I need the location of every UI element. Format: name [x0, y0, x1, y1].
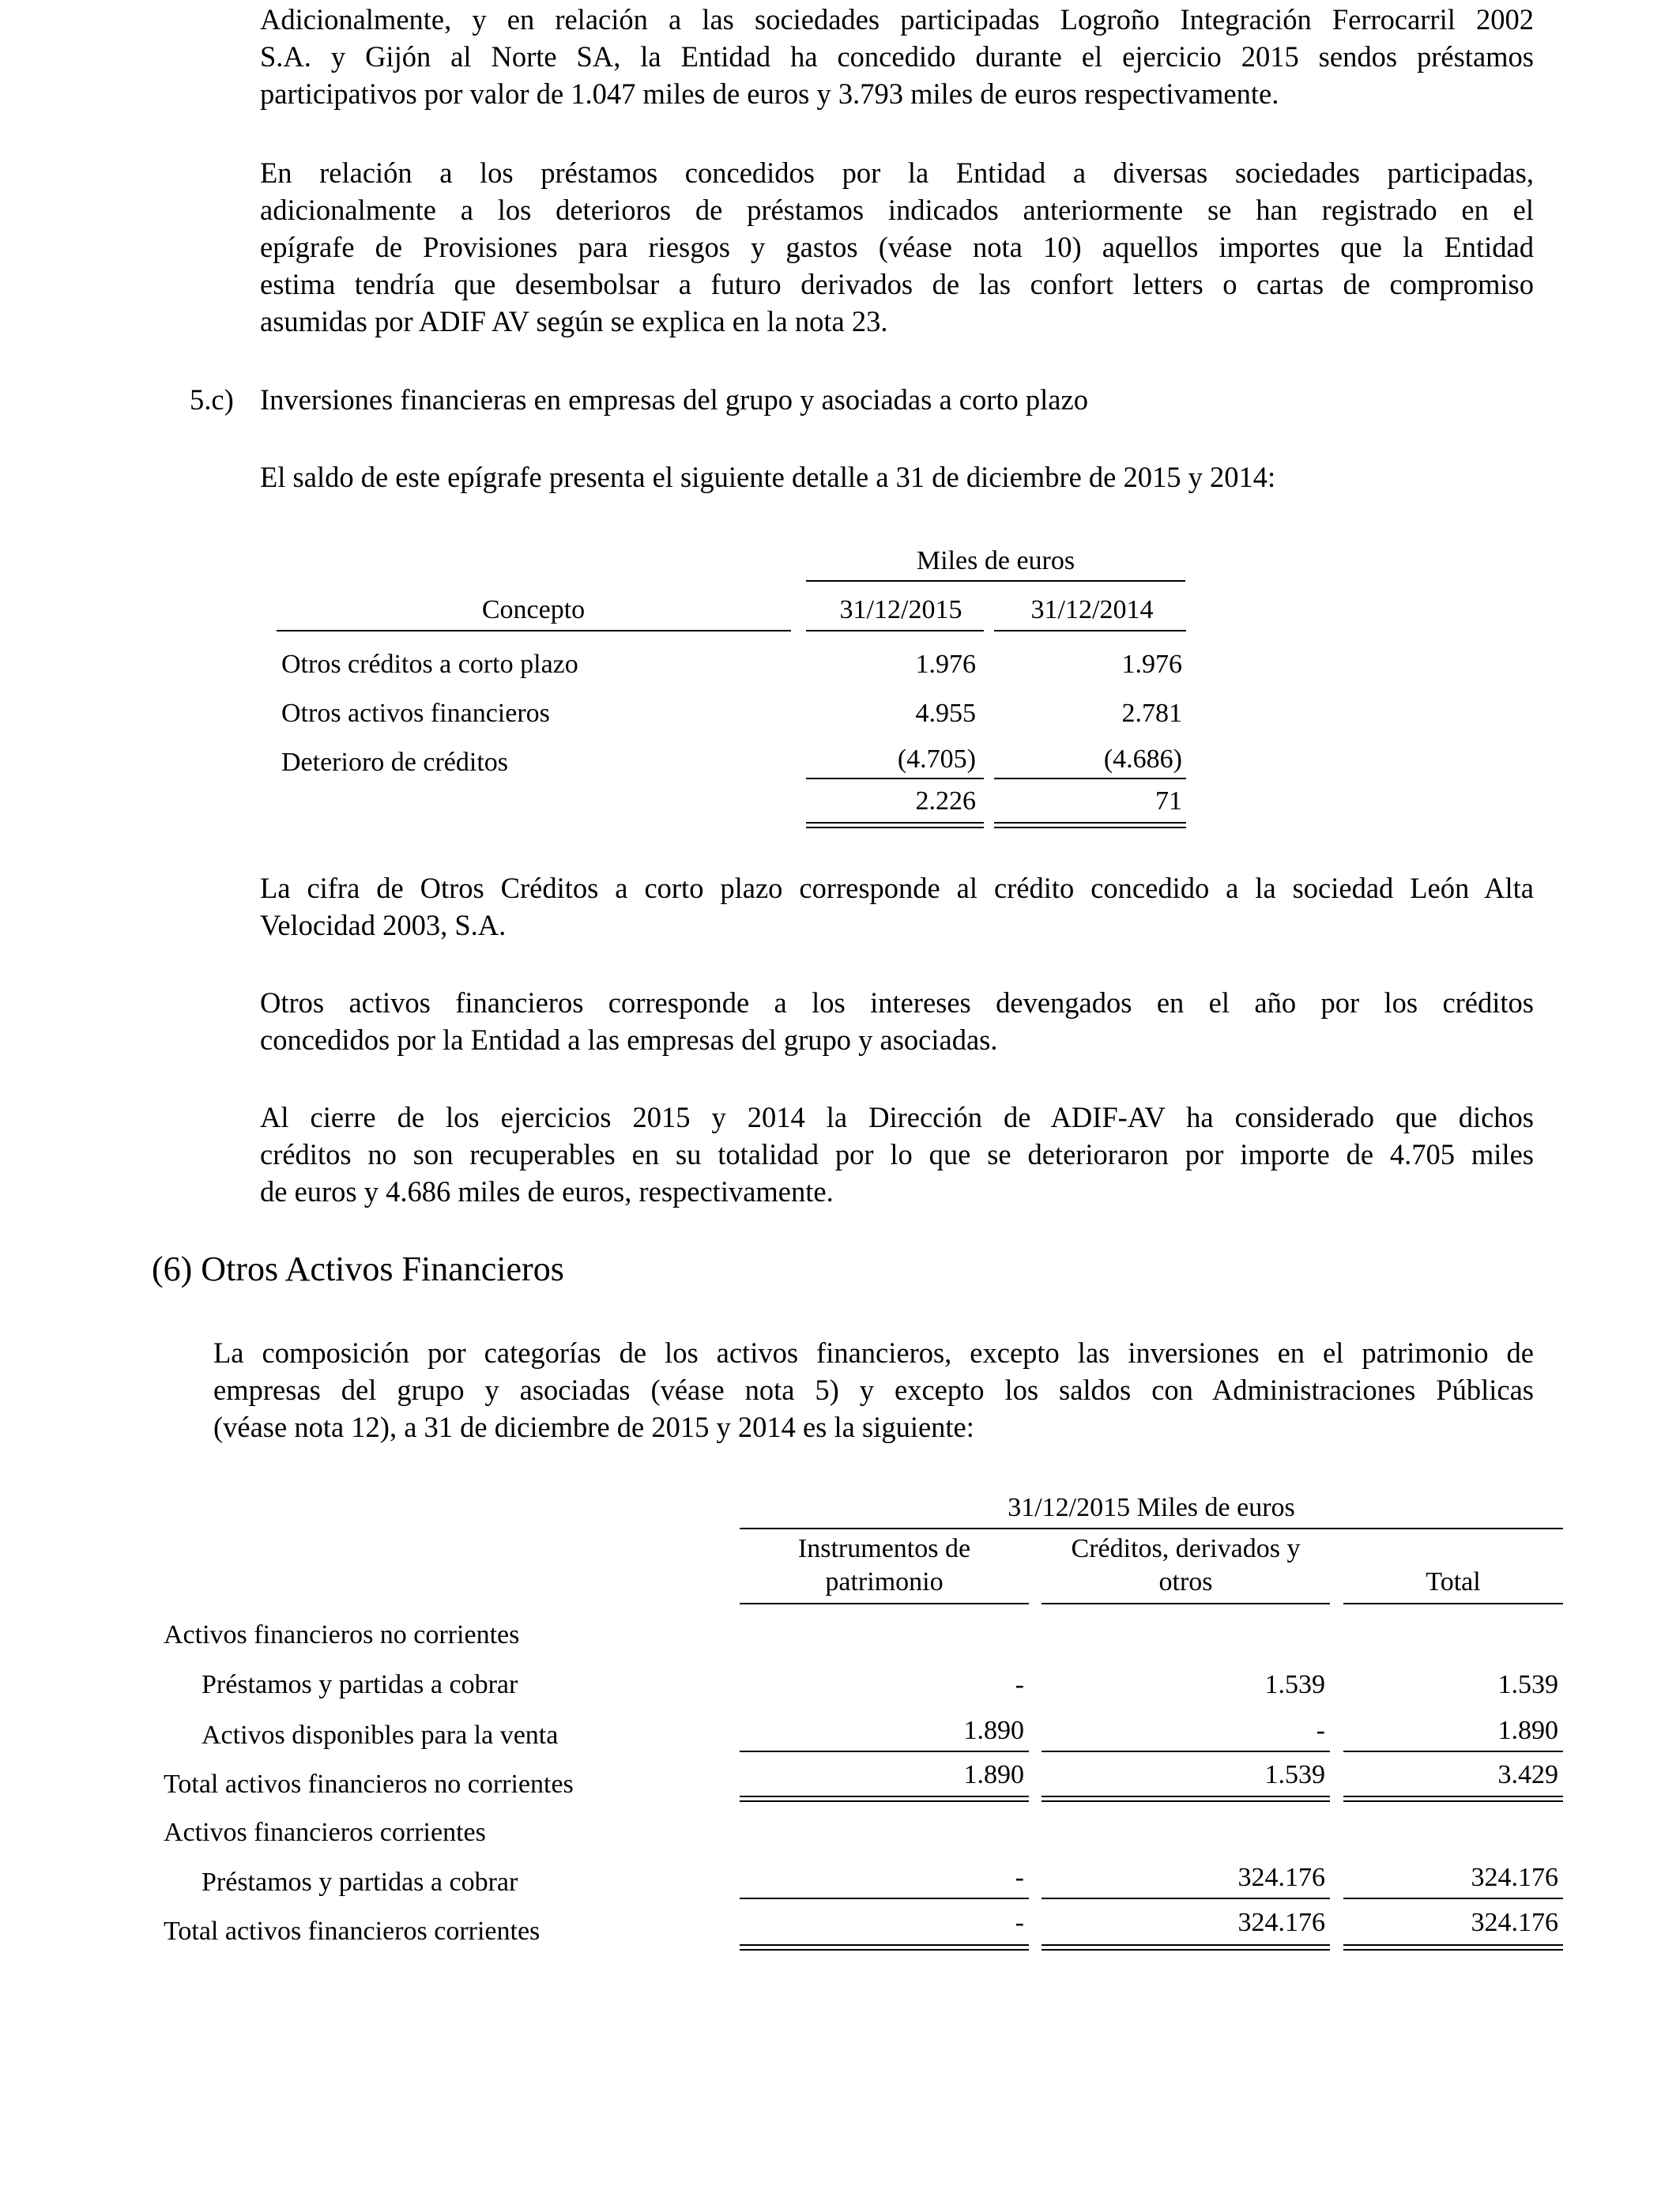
divider [806, 580, 1185, 582]
text-line: Al cierre de los ejercicios 2015 y 2014 la Dirección de ADIF-AV ha considerado que dichos [260, 1101, 1534, 1133]
table-row-label: Préstamos y partidas a cobrar [202, 1670, 518, 1699]
table-cell: 1.890 [1497, 1716, 1558, 1745]
text-line: asumidas por ADIF AV según se explica en la nota 23. [260, 305, 888, 337]
divider [994, 778, 1186, 779]
text-line: participativos por valor de 1.047 miles de euros y 3.793 miles de euros respectivamente. [260, 77, 1279, 110]
divider [740, 1751, 1029, 1752]
table-row-label: Activos disponibles para la venta [202, 1721, 559, 1750]
table-group-header: Miles de euros [916, 546, 1075, 575]
divider [277, 630, 791, 631]
col-header-2014: 31/12/2014 [1030, 595, 1154, 624]
text-line: empresas del grupo y asociadas (véase nota 5) y excepto los saldos con Administraciones Públicas [213, 1374, 1534, 1406]
section-intro: El saldo de este epígrafe presenta el siguiente detalle a 31 de diciembre de 2015 y 2014: [260, 461, 1276, 493]
table-total: 2.226 [915, 786, 976, 816]
paragraph-otros-activos [260, 984, 1534, 1058]
text-line: (véase nota 12), a 31 de diciembre de 2015 y 2014 es la siguiente: [213, 1411, 974, 1443]
table-total-label: Total activos financieros corrientes [164, 1917, 541, 1946]
divider [1042, 1898, 1330, 1899]
double-divider [740, 1944, 1029, 1951]
section-6-intro [213, 1334, 1534, 1446]
double-divider [1042, 1796, 1330, 1802]
divider [1343, 1603, 1563, 1604]
text-line: En relación a los préstamos concedidos por la Entidad a diversas sociedades participadas, [260, 156, 1534, 189]
table-total: 1.890 [963, 1760, 1024, 1789]
text-line: S.A. y Gijón al Norte SA, la Entidad ha concedido durante el ejercicio 2015 sendos préstamos [260, 40, 1534, 73]
divider [740, 1603, 1029, 1604]
table-section-label: Activos financieros no corrientes [164, 1620, 520, 1649]
col-header-creditos: otros [1158, 1567, 1213, 1596]
text-line: de euros y 4.686 miles de euros, respectivamente. [260, 1175, 834, 1208]
section-heading: (6) Otros Activos Financieros [152, 1250, 564, 1288]
table-cell: (4.705) [897, 745, 976, 774]
double-divider [740, 1796, 1029, 1802]
table-cell: 4.955 [915, 699, 976, 728]
col-header-creditos: Créditos, derivados y [1071, 1534, 1301, 1563]
divider [1042, 1751, 1330, 1752]
table-total: - [1015, 1908, 1024, 1937]
table-row-label: Otros activos financieros [281, 699, 550, 728]
divider [1042, 1603, 1330, 1604]
divider [806, 778, 984, 779]
table-row-label: Deterioro de créditos [281, 748, 508, 777]
text-line: Velocidad 2003, S.A. [260, 909, 507, 941]
table-total-label: Total activos financieros no corrientes [164, 1770, 574, 1799]
text-line: La composición por categorías de los activos financieros, excepto las inversiones en el patrimonio de [213, 1336, 1534, 1369]
table-section-label: Activos financieros corrientes [164, 1818, 486, 1847]
divider [1343, 1898, 1563, 1899]
table-cell: - [1015, 1670, 1024, 1699]
section-number: 5.c) [190, 383, 234, 416]
table-cell: 324.176 [1237, 1863, 1325, 1892]
double-divider [1042, 1944, 1330, 1951]
text-line: adicionalmente a los deterioros de préstamos indicados anteriormente se han registrado en el [260, 194, 1534, 226]
divider [806, 630, 984, 631]
text-line: Otros activos financieros corresponde a los intereses devengados en el año por los créditos [260, 986, 1534, 1019]
col-header-instrumentos: patrimonio [825, 1567, 944, 1596]
text-line: La cifra de Otros Créditos a corto plazo corresponde al crédito concedido a la sociedad León Alta [260, 872, 1534, 904]
table-total: 324.176 [1237, 1908, 1325, 1937]
table-row-label: Otros créditos a corto plazo [281, 650, 578, 679]
col-header-concept: Concepto [481, 595, 586, 624]
text-line: epígrafe de Provisiones para riesgos y gastos (véase nota 10) aquellos importes que la Entidad [260, 231, 1534, 263]
text-line: estima tendría que desembolsar a futuro derivados de las confort letters o cartas de compromiso [260, 268, 1534, 300]
table-total: 324.176 [1471, 1908, 1558, 1937]
table-cell: 1.976 [915, 650, 976, 679]
table-cell: - [1316, 1716, 1325, 1745]
text-line: Adicionalmente, y en relación a las sociedades participadas Logroño Integración Ferrocarril 2002 [260, 3, 1534, 36]
table-cell: 1.890 [963, 1716, 1024, 1745]
divider [994, 630, 1186, 631]
table-total: 71 [1155, 786, 1182, 816]
col-header-total: Total [1426, 1567, 1481, 1596]
double-divider [1343, 1944, 1563, 1951]
table-group-header: 31/12/2015 Miles de euros [1008, 1493, 1295, 1522]
section-title: Inversiones financieras en empresas del grupo y asociadas a corto plazo [260, 383, 1088, 416]
table-total: 3.429 [1497, 1760, 1558, 1789]
text-line: créditos no son recuperables en su totalidad por lo que se deterioraron por importe de 4.705 miles [260, 1138, 1534, 1171]
paragraph-otros-creditos [260, 869, 1534, 944]
divider [740, 1898, 1029, 1899]
paragraph-cierre [260, 1099, 1534, 1210]
table-cell: (4.686) [1103, 745, 1182, 774]
intro-paragraph-1 [260, 1, 1534, 112]
col-header-instrumentos: Instrumentos de [797, 1534, 971, 1563]
col-header-2015: 31/12/2015 [839, 595, 962, 624]
table-total: 1.539 [1264, 1760, 1325, 1789]
text-line: concedidos por la Entidad a las empresas del grupo y asociadas. [260, 1023, 998, 1056]
intro-paragraph-2 [260, 154, 1534, 340]
double-divider [1343, 1796, 1563, 1802]
double-divider [806, 822, 984, 828]
table-cell: 324.176 [1471, 1863, 1558, 1892]
table-cell: - [1015, 1863, 1024, 1892]
table-cell: 1.539 [1264, 1670, 1325, 1699]
table-cell: 1.976 [1121, 650, 1182, 679]
divider [1343, 1751, 1563, 1752]
table-row-label: Préstamos y partidas a cobrar [202, 1868, 518, 1897]
divider [740, 1528, 1563, 1529]
table-cell: 1.539 [1497, 1670, 1558, 1699]
table-cell: 2.781 [1121, 699, 1182, 728]
double-divider [994, 822, 1186, 828]
